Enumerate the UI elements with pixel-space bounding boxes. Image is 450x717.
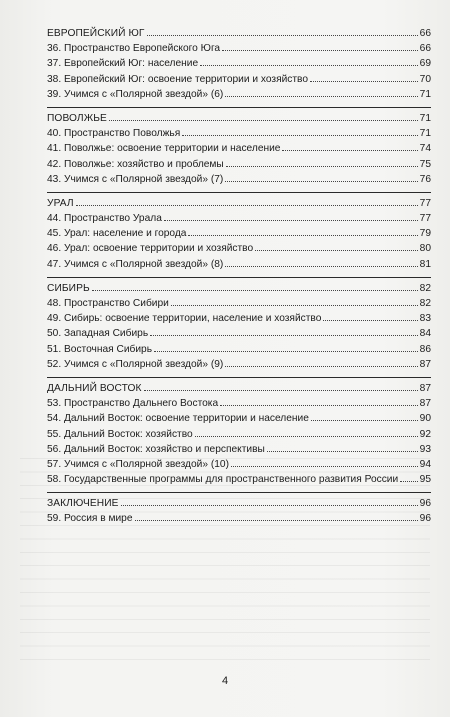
toc-entry[interactable] [47, 427, 431, 442]
toc-entry[interactable] [47, 56, 431, 71]
entry-page: 86 [419, 343, 431, 355]
entry-page: 93 [419, 443, 431, 455]
dot-leader [182, 134, 417, 136]
entry-page: 71 [419, 128, 431, 140]
entry-title: 55. Дальний Восток: хозяйство [47, 428, 193, 440]
toc-section-european-south [47, 24, 431, 102]
toc-entry[interactable] [47, 72, 431, 87]
dot-leader [225, 95, 417, 97]
toc-entry[interactable] [47, 257, 431, 272]
toc-entry[interactable] [47, 126, 431, 141]
entry-title: 53. Пространство Дальнего Востока [47, 398, 219, 410]
toc-section-siberia [47, 277, 431, 372]
toc-entry[interactable] [47, 241, 431, 256]
dot-leader [92, 289, 418, 291]
toc-entry[interactable] [47, 211, 431, 226]
entry-title: 58. Государственные программы для пространственного развития России [47, 474, 399, 486]
dot-leader [195, 435, 418, 437]
dot-leader [200, 64, 418, 66]
entry-title: 44. Пространство Урала [47, 213, 162, 225]
toc-entry[interactable] [47, 511, 431, 526]
entry-title: 47. Учимся с «Полярной звездой» (8) [47, 258, 224, 270]
toc-entry[interactable] [47, 396, 431, 411]
heading-page: 87 [419, 382, 431, 394]
entry-title: 57. Учимся с «Полярной звездой» (10) [47, 458, 229, 470]
entry-title: 45. Урал: население и города [47, 228, 187, 240]
heading-page: 71 [419, 112, 431, 124]
entry-page: 94 [419, 458, 431, 470]
entry-title: 43. Учимся с «Полярной звездой» (7) [47, 173, 224, 185]
dot-leader [226, 165, 418, 167]
table-of-contents [47, 24, 431, 532]
toc-section-ural [47, 192, 431, 272]
toc-entry[interactable] [47, 87, 431, 102]
entry-page: 87 [419, 358, 431, 370]
dot-leader [222, 49, 418, 51]
dot-leader [171, 304, 418, 306]
dot-leader [188, 234, 417, 236]
entry-title: 40. Пространство Поволжья [47, 128, 181, 140]
entry-title: 48. Пространство Сибири [47, 298, 169, 309]
entry-title: 59. Россия в мире [47, 513, 133, 525]
entry-page: 84 [419, 328, 431, 340]
toc-section-heading[interactable] [47, 281, 431, 296]
toc-entry[interactable] [47, 411, 431, 426]
heading-page: 77 [419, 197, 431, 209]
dot-leader [135, 519, 418, 521]
toc-section-heading[interactable] [47, 111, 431, 126]
toc-entry[interactable] [47, 296, 431, 311]
heading-title: ЕВРОПЕЙСКИЙ ЮГ [47, 28, 145, 39]
page-number: 4 [221, 675, 229, 687]
toc-entry[interactable] [47, 41, 431, 56]
dot-leader [400, 480, 417, 482]
toc-entry[interactable] [47, 357, 431, 372]
dot-leader [164, 219, 418, 221]
dot-leader [220, 404, 418, 406]
entry-title: 51. Восточная Сибирь [47, 343, 153, 355]
toc-entry[interactable] [47, 172, 431, 187]
toc-entry[interactable] [47, 457, 431, 472]
dot-leader [147, 34, 418, 36]
heading-title: ЗАКЛЮЧЕНИЕ [47, 498, 119, 510]
dot-leader [231, 465, 418, 467]
heading-title: УРАЛ [47, 197, 74, 209]
heading-title: СИБИРЬ [47, 282, 90, 294]
entry-title: 52. Учимся с «Полярной звездой» (9) [47, 358, 224, 370]
entry-page: 83 [419, 313, 431, 325]
entry-title: 46. Урал: освоение территории и хозяйство [47, 243, 254, 255]
heading-title: ДАЛЬНИЙ ВОСТОК [47, 382, 142, 394]
toc-entry[interactable] [47, 141, 431, 156]
entry-title: 56. Дальний Восток: хозяйство и перспективы [47, 443, 265, 455]
entry-title: 49. Сибирь: освоение территории, население и хозяйство [47, 313, 322, 325]
entry-page: 81 [419, 258, 431, 270]
entry-title: 50. Западная Сибирь [47, 328, 149, 340]
entry-page: 66 [419, 43, 431, 55]
entry-page: 90 [419, 413, 431, 425]
entry-page: 76 [419, 173, 431, 185]
dot-leader [225, 180, 417, 182]
entry-page: 92 [419, 428, 431, 440]
entry-title: 41. Поволжье: освоение территории и население [47, 143, 281, 155]
entry-title: 37. Европейский Юг: население [47, 58, 199, 70]
entry-page: 71 [419, 88, 431, 100]
toc-entry[interactable] [47, 157, 431, 172]
entry-title: 54. Дальний Восток: освоение территории и население [47, 413, 309, 425]
dot-leader [311, 419, 418, 421]
entry-page: 74 [419, 143, 431, 155]
toc-entry[interactable] [47, 226, 431, 241]
toc-section-heading[interactable] [47, 381, 431, 396]
entry-page: 80 [419, 243, 431, 255]
entry-title: 38. Европейский Юг: освоение территории и хозяйство [47, 73, 309, 85]
dot-leader [121, 504, 418, 506]
toc-entry[interactable] [47, 442, 431, 457]
dot-leader [225, 265, 417, 267]
entry-page: 87 [419, 398, 431, 410]
entry-page: 69 [419, 58, 431, 70]
dot-leader [323, 319, 417, 321]
dot-leader [150, 334, 418, 336]
toc-entry[interactable] [47, 311, 431, 326]
toc-section-volga [47, 107, 431, 187]
toc-entry[interactable] [47, 472, 431, 487]
entry-title: 39. Учимся с «Полярной звездой» (6) [47, 88, 224, 100]
dot-leader [310, 80, 418, 82]
entry-page: 77 [419, 213, 431, 225]
toc-entry[interactable] [47, 342, 431, 357]
dot-leader [225, 365, 417, 367]
dot-leader [76, 204, 418, 206]
toc-section-conclusion [47, 492, 431, 526]
toc-section-far-east [47, 377, 431, 487]
dot-leader [255, 249, 418, 251]
entry-title: 36. Пространство Европейского Юга [47, 43, 221, 55]
toc-section-heading[interactable] [47, 496, 431, 511]
dot-leader [154, 350, 418, 352]
entry-page: 75 [419, 158, 431, 170]
toc-section-heading[interactable] [47, 196, 431, 211]
entry-page: 82 [419, 298, 431, 309]
entry-page: 95 [419, 474, 431, 486]
dot-leader [267, 450, 418, 452]
toc-entry[interactable] [47, 326, 431, 341]
heading-page: 96 [419, 498, 431, 510]
entry-title: 42. Поволжье: хозяйство и проблемы [47, 158, 224, 170]
heading-title: ПОВОЛЖЬЕ [47, 112, 107, 124]
dot-leader [144, 389, 418, 391]
toc-section-heading[interactable] [47, 26, 431, 41]
entry-page: 96 [419, 513, 431, 525]
dot-leader [109, 119, 418, 121]
entry-page: 70 [419, 73, 431, 85]
entry-page: 79 [419, 228, 431, 240]
heading-page: 82 [419, 282, 431, 294]
dot-leader [282, 149, 417, 151]
heading-page: 66 [419, 28, 431, 39]
